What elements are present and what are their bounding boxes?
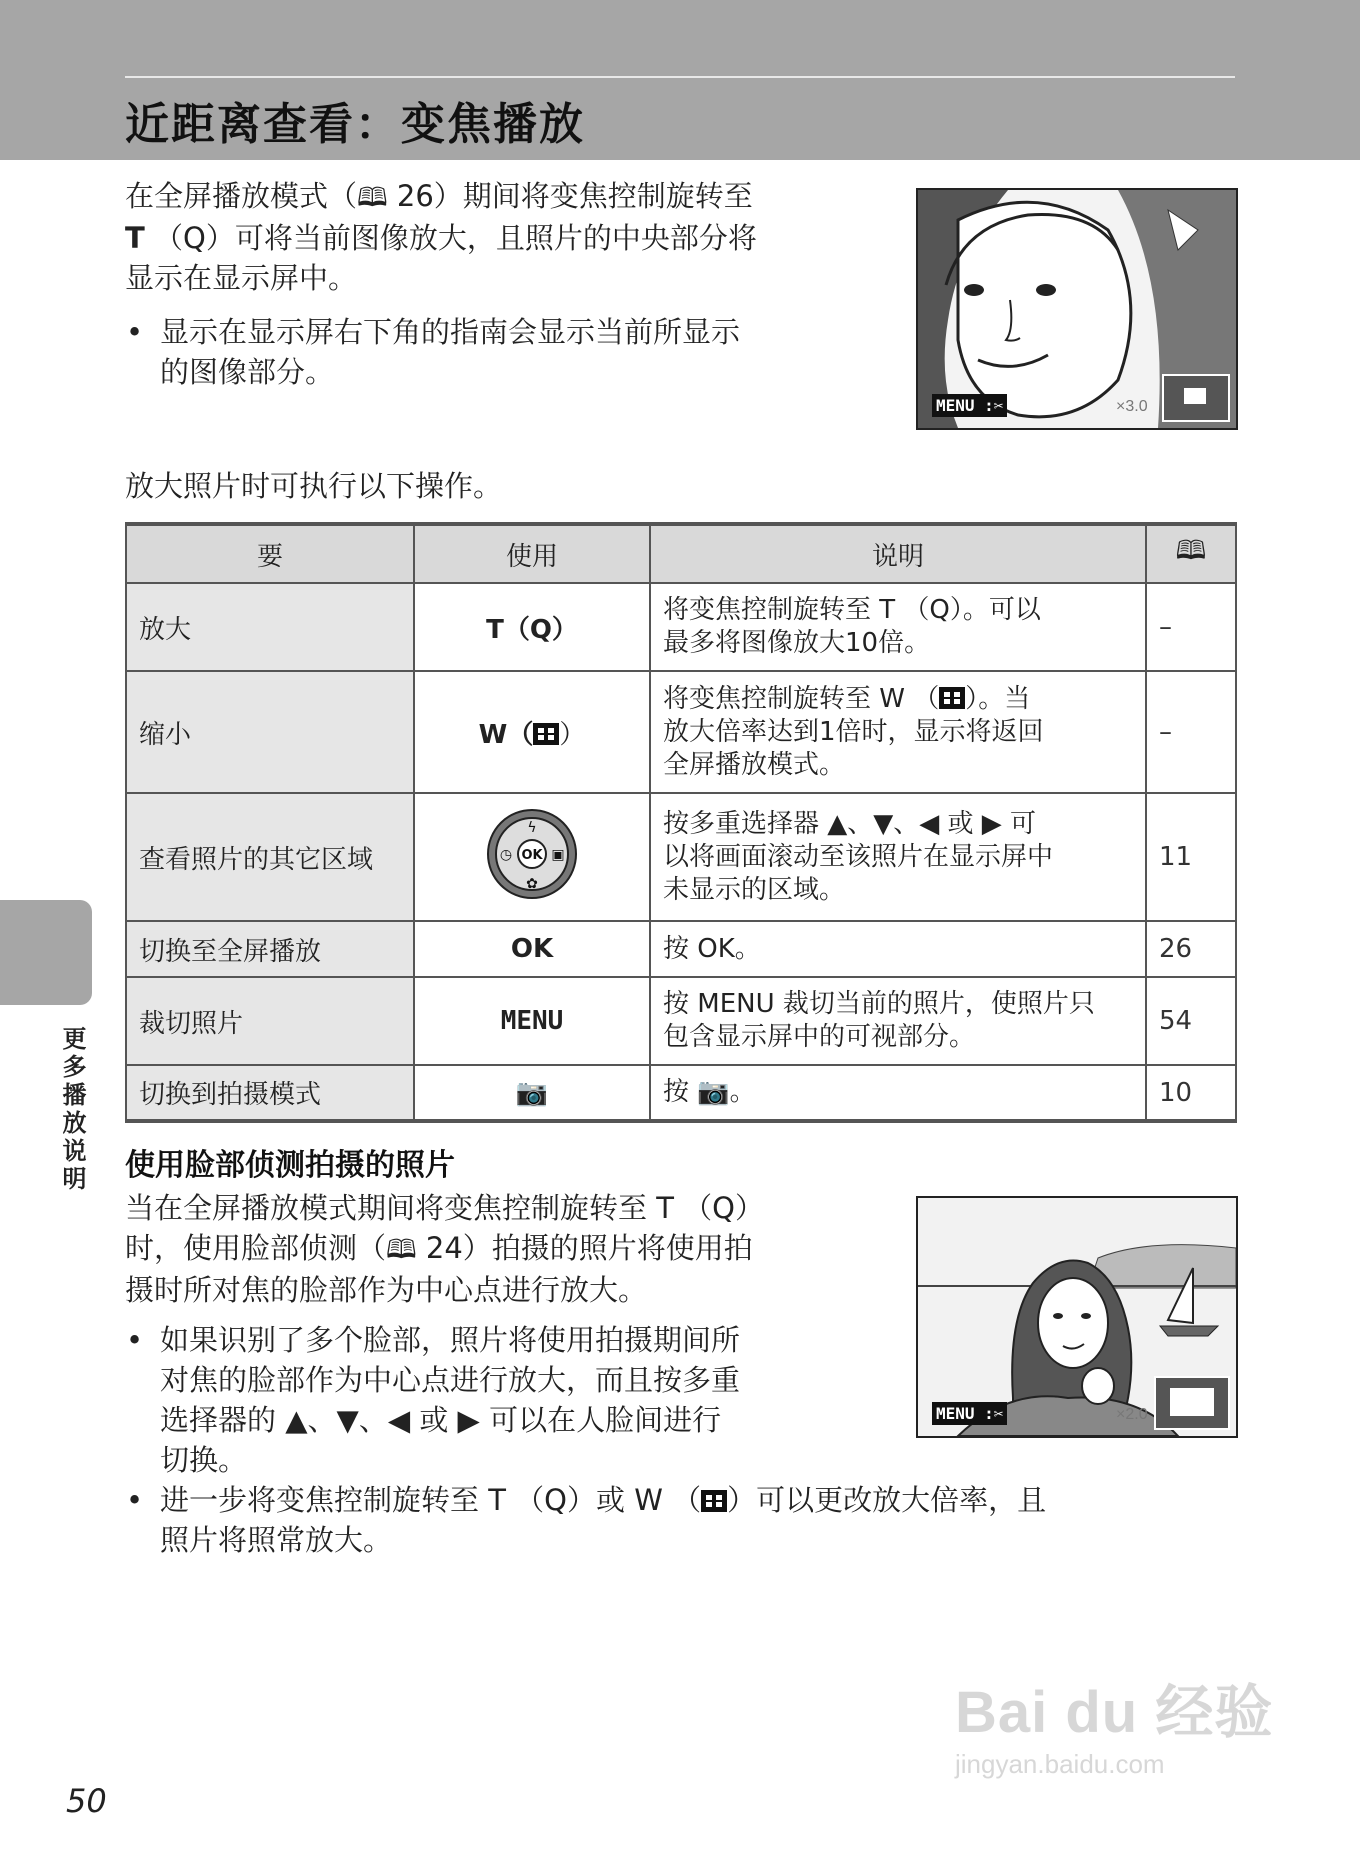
table-row: 缩小 W（ ） 将变焦控制旋转至 W （ ）。当 放大倍率达到1倍时，显示将返回 全屏播放模式。 – — [126, 671, 1236, 793]
book-icon: 🕮 — [386, 1235, 417, 1265]
header-description: 说明 — [650, 524, 1146, 583]
face-detection-photo-example — [916, 1196, 1238, 1438]
page-header — [0, 0, 1360, 160]
operations-intro: 放大照片时可执行以下操作。 — [125, 469, 503, 503]
section-bullet-1: • 如果识别了多个脸部，照片将使用拍摄期间所 对焦的脸部作为中心点进行放大，而且按多重 选择器的 ▲、▼、◀ 或 ▶ 可以在人脸间进行 切换。 — [126, 1323, 741, 1477]
table-row: 切换到拍摄模式 📷 按 📷。 10 — [126, 1065, 1236, 1121]
zoom-ratio: ×3.0 — [1116, 398, 1148, 415]
operations-table — [125, 522, 1237, 1123]
zoom-in-control: T（Q） — [486, 614, 578, 645]
header-page-ref-icon: 🕮 — [1146, 524, 1236, 583]
table-row: 放大 T（Q） 将变焦控制旋转至 T （Q）。可以 最多将图像放大10倍。 – — [126, 583, 1236, 671]
table-header-row — [126, 524, 1236, 583]
chapter-label: 更多播放说明 — [58, 1026, 86, 1194]
menu-trim-badge: MENU :✂ — [932, 394, 1007, 417]
section-paragraph: 当在全屏播放模式期间将变焦控制旋转至 T （Q） 时，使用脸部侦测（🕮 24）拍摄的照片将使用拍 摄时所对焦的脸部作为中心点进行放大。 — [125, 1191, 764, 1307]
table-row: 切换至全屏播放 OK 按 OK。 26 — [126, 921, 1236, 977]
thumbnail-icon — [701, 1490, 727, 1512]
header-action: 要 — [126, 524, 414, 583]
thumbnail-icon — [533, 723, 559, 745]
menu-trim-badge: MENU :✂ — [932, 1402, 1007, 1425]
ok-button-icon: OK — [510, 934, 554, 964]
intro-bullet: • 显示在显示屏右下角的指南会显示当前所显示 的图像部分。 — [126, 315, 741, 389]
zoomed-photo-example — [916, 188, 1238, 430]
table-row: 裁切照片 MENU 按 MENU 裁切当前的照片，使照片只 包含显示屏中的可视部分。 54 — [126, 977, 1236, 1065]
book-icon: 🕮 — [357, 183, 388, 213]
watermark-logo: Bai du 经验 — [955, 1680, 1274, 1745]
multi-selector-icon — [486, 808, 578, 900]
svg-text:◷: ◷ — [499, 846, 513, 863]
section-title: 使用脸部侦测拍摄的照片 — [125, 1148, 455, 1183]
header-use: 使用 — [414, 524, 650, 583]
page-title: 近距离查看：变焦播放 — [125, 99, 585, 150]
page-number: 50 — [66, 1782, 107, 1820]
svg-text:OK: OK — [521, 847, 543, 863]
svg-text:ϟ: ϟ — [527, 819, 537, 836]
svg-text:▣: ▣ — [551, 846, 565, 863]
thumbnail-icon — [939, 687, 965, 709]
chapter-tab — [0, 900, 92, 1005]
svg-text:✿: ✿ — [526, 875, 538, 892]
zoom-ratio: ×2.0 — [1116, 1406, 1148, 1423]
table-row: 查看照片的其它区域 OK ϟ ✿ ◷ ▣ 按多重选择器 ▲、▼、◀ 或 ▶ 可 以将画面滚动至该照片在显示屏中 未显示的区域。 11 — [126, 793, 1236, 921]
navigation-guide — [1162, 374, 1230, 422]
baidu-watermark — [955, 1665, 1273, 1780]
header-rule — [125, 76, 1235, 78]
menu-button-icon: MENU — [500, 1006, 564, 1036]
section-bullet-2: • 进一步将变焦控制旋转至 T （Q）或 W （ ）可以更改放大倍率，且 照片将照常放大。 — [126, 1483, 1047, 1557]
watermark-url: jingyan.baidu.com — [955, 1749, 1165, 1779]
intro-paragraph: 在全屏播放模式（🕮 26）期间将变焦控制旋转至 T （Q）可将当前图像放大，且照片的中央部分将 显示在显示屏中。 — [125, 179, 757, 295]
navigation-guide — [1154, 1376, 1230, 1430]
camera-icon: 📷 — [515, 1077, 549, 1108]
